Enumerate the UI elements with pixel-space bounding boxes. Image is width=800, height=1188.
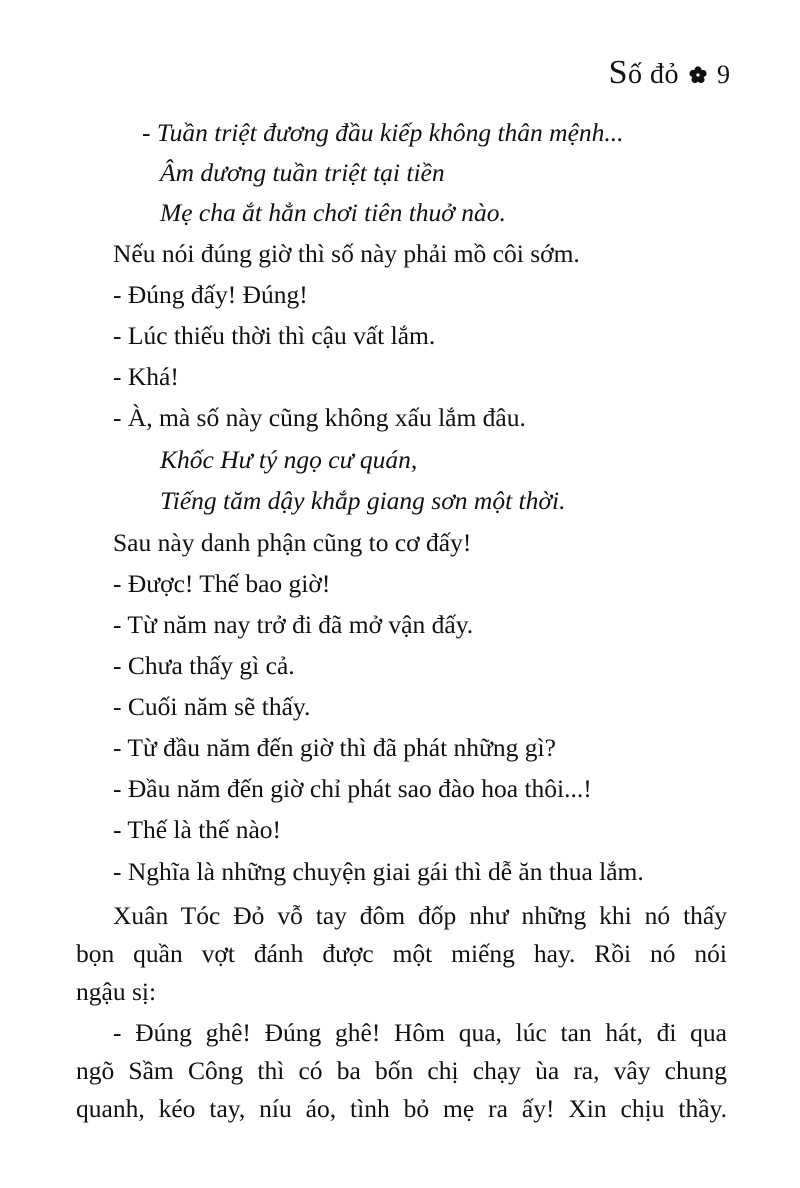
paragraph-line: - Đúng ghê! Đúng ghê! Hôm qua, lúc tan hát, đi qua bbox=[113, 1018, 727, 1047]
dialogue-line: - Từ đầu năm đến giờ thì đã phát những gì? bbox=[113, 733, 556, 762]
flower-icon bbox=[689, 66, 707, 84]
dialogue-line: - Được! Thế bao giờ! bbox=[113, 569, 331, 598]
dialogue-line: - Nghĩa là những chuyện giai gái thì dễ ăn thua lắm. bbox=[113, 857, 644, 886]
chapter-title-initial: S bbox=[608, 54, 628, 91]
dialogue-line: - Lúc thiếu thời thì cậu vất lắm. bbox=[113, 321, 436, 350]
dialogue-line: - À, mà số này cũng không xấu lắm đâu. bbox=[113, 403, 526, 432]
text-line: Nếu nói đúng giờ thì số này phải mồ côi sớm. bbox=[113, 239, 580, 268]
chapter-title-rest: ố đỏ bbox=[628, 59, 679, 90]
running-header bbox=[609, 54, 730, 92]
chapter-title bbox=[609, 54, 679, 92]
paragraph-line: ngậu sị: bbox=[76, 977, 157, 1006]
dialogue-line: - Đầu năm đến giờ chỉ phát sao đào hoa thôi...! bbox=[113, 774, 592, 803]
page-number: 9 bbox=[717, 60, 730, 89]
verse-line: Tiếng tăm dậy khắp giang sơn một thời. bbox=[160, 486, 566, 515]
paragraph-line: quanh, kéo tay, níu áo, tình bỏ mẹ ra ấy! Xin chịu thầy. bbox=[76, 1094, 727, 1123]
paragraph-line: bọn quần vợt đánh được một miếng hay. Rồi nó nói bbox=[76, 939, 727, 968]
text-line: Sau này danh phận cũng to cơ đấy! bbox=[113, 528, 472, 557]
verse-line: Khốc Hư tý ngọ cư quán, bbox=[160, 445, 418, 474]
verse-line: - Tuần triệt đương đầu kiếp không thân mệnh... bbox=[142, 118, 624, 147]
verse-line: Âm dương tuần triệt tại tiền bbox=[160, 158, 445, 187]
paragraph-line: ngõ Sầm Công thì có ba bốn chị chạy ùa ra, vây chung bbox=[76, 1056, 727, 1085]
dialogue-line: - Khá! bbox=[113, 362, 179, 391]
dialogue-line: - Đúng đấy! Đúng! bbox=[113, 280, 308, 309]
verse-line: Mẹ cha ắt hẳn chơi tiên thuở nào. bbox=[160, 198, 506, 227]
dialogue-line: - Cuối năm sẽ thấy. bbox=[113, 692, 311, 721]
dialogue-line: - Thế là thế nào! bbox=[113, 815, 282, 844]
dialogue-line: - Từ năm nay trở đi đã mở vận đấy. bbox=[113, 610, 474, 639]
paragraph-line: Xuân Tóc Đỏ vỗ tay đôm đốp như những khi nó thấy bbox=[113, 901, 727, 930]
dialogue-line: - Chưa thấy gì cả. bbox=[113, 651, 295, 680]
